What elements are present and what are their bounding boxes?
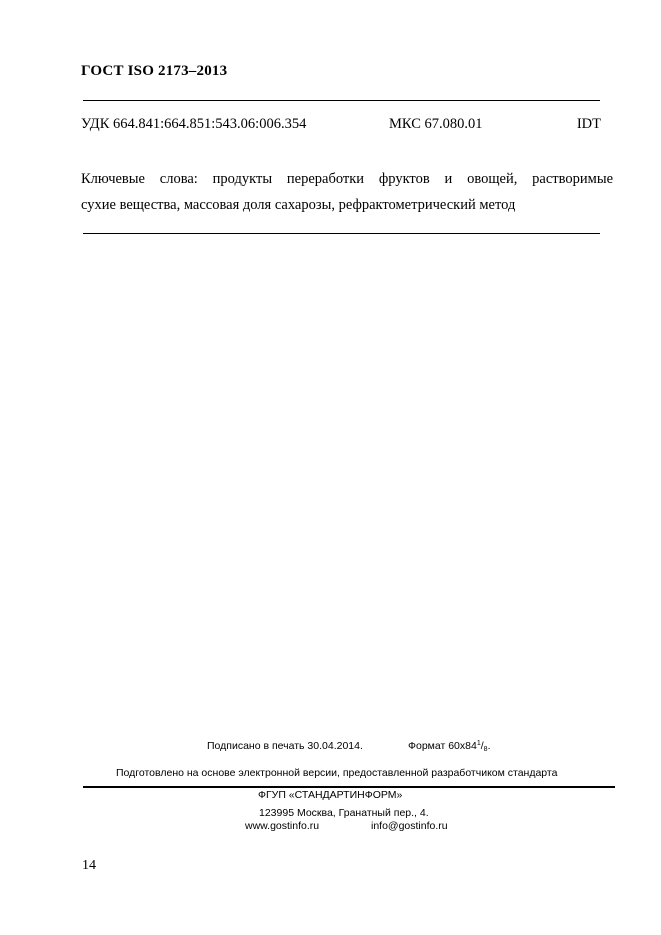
imprint-divider — [83, 786, 615, 788]
publisher-email: info@gostinfo.ru — [371, 820, 448, 832]
publisher-address: 123995 Москва, Гранатный пер., 4. — [259, 807, 429, 819]
format-end: . — [487, 740, 491, 752]
header-divider — [83, 100, 600, 101]
print-format: Формат $60x84^1/_8$. — [408, 740, 491, 753]
keywords-divider — [83, 233, 600, 234]
publisher-website: www.gostinfo.ru — [245, 820, 320, 832]
signed-for-print: Подписано в печать 30.04.2014. — [207, 740, 363, 752]
keywords-line-2: сухие вещества, массовая доля сахарозы, рефрактометрический метод — [81, 197, 516, 213]
standard-designation: ГОСТ ISO 2173–2013 — [81, 63, 228, 79]
format-denominator: 8 — [483, 746, 488, 753]
equivalence-degree: IDT — [576, 116, 601, 132]
prepared-note: Подготовлено на основе электронной версии, предоставленной разработчиком стандарта — [116, 767, 558, 779]
keywords-line-1: Ключевые слова: продукты переработки фруктов и овощей, растворимые — [81, 171, 613, 187]
format-prefix: Формат 60x84 — [408, 740, 477, 752]
mks-code: МКС 67.080.01 — [389, 116, 483, 132]
publisher-name: ФГУП «СТАНДАРТИНФОРМ» — [258, 789, 403, 801]
page-number: 14 — [82, 858, 96, 873]
keywords-paragraph — [81, 166, 613, 218]
format-numerator: 1 — [476, 740, 481, 747]
udk-code: УДК 664.841:664.851:543.06:006.354 — [81, 116, 307, 132]
